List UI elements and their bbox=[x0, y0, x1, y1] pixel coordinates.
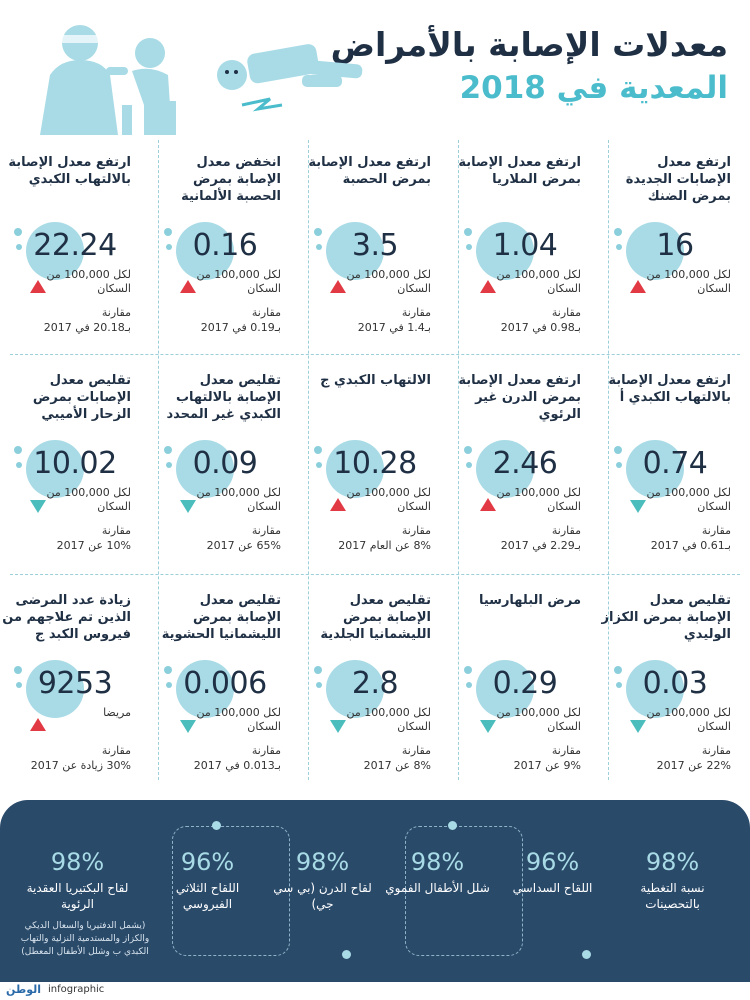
stat-title: الالتهاب الكبدي ج bbox=[320, 373, 431, 388]
trend-down-icon bbox=[630, 720, 646, 733]
comparison-detail: 9% عن 2017 bbox=[513, 759, 581, 772]
comparison-word: مقارنة bbox=[101, 306, 131, 319]
comparison-detail: بـ2.29 في 2017 bbox=[500, 539, 581, 552]
comparison-word: مقارنة bbox=[101, 524, 131, 537]
comparison-detail: 10% عن 2017 bbox=[56, 539, 131, 552]
grid-divider bbox=[10, 354, 740, 355]
vaccination-coverage-band bbox=[0, 800, 750, 982]
vaccine-item bbox=[265, 800, 380, 982]
stat-unit: لكل 100,000 من السكان bbox=[196, 486, 281, 513]
vaccine-note: (يشمل الدفتيريا والسعال الديكي والكزاز والمستدمية النزلية والتهاب الكبدي ب وشلل الأطفال المعطل) bbox=[20, 921, 150, 957]
stat-comparison bbox=[311, 305, 431, 335]
trend-down-icon bbox=[30, 500, 46, 513]
stat-value: 22.24 bbox=[33, 228, 117, 263]
stat-value: 0.03 bbox=[642, 666, 708, 701]
stat-value: 16 bbox=[656, 228, 694, 263]
comparison-detail: 8% عن العام 2017 bbox=[338, 539, 431, 552]
trend-up-icon bbox=[330, 498, 346, 511]
comparison-word: مقارنة bbox=[251, 524, 281, 537]
vaccine-label: لقاح البكتيريا العقدية الرئوية bbox=[26, 881, 129, 911]
stat-card bbox=[600, 358, 745, 568]
trend-up-icon bbox=[630, 280, 646, 293]
comparison-detail: 65% عن 2017 bbox=[206, 539, 281, 552]
comparison-detail: 22% عن 2017 bbox=[656, 759, 731, 772]
vaccine-label: نسبة التغطية بالتحصينات bbox=[640, 881, 705, 911]
stat-value: 2.8 bbox=[351, 666, 399, 701]
comparison-detail: بـ0.98 في 2017 bbox=[500, 321, 581, 334]
comparison-detail: بـ1.4 في 2017 bbox=[357, 321, 431, 334]
stat-card bbox=[450, 358, 595, 568]
vaccine-item bbox=[380, 800, 495, 982]
brand-logo: الوطن bbox=[6, 983, 42, 996]
stat-comparison bbox=[161, 743, 281, 773]
stat-unit: لكل 100,000 من السكان bbox=[496, 486, 581, 513]
stat-title: زيادة عدد المرضى الذين تم علاجهم من فيروس الكبد ج bbox=[2, 593, 131, 642]
stat-unit: لكل 100,000 من السكان bbox=[346, 268, 431, 295]
stat-title: ارتفع معدل الإصابة بالالتهاب الكبدي bbox=[8, 155, 131, 187]
comparison-detail: بـ0.61 في 2017 bbox=[650, 539, 731, 552]
stat-comparison bbox=[311, 523, 431, 553]
stat-title: ارتفع معدل الإصابة بمرض الحصبة bbox=[308, 155, 431, 187]
comparison-detail: بـ20.18 في 2017 bbox=[43, 321, 131, 334]
vaccine-item bbox=[20, 800, 150, 982]
comparison-word: مقارنة bbox=[101, 744, 131, 757]
stat-value: 3.5 bbox=[351, 228, 399, 263]
stat-unit: لكل 100,000 من السكان bbox=[646, 268, 731, 295]
trend-up-icon bbox=[30, 280, 46, 293]
vaccine-percent: 98% bbox=[50, 848, 105, 876]
doctor-figure bbox=[40, 25, 128, 135]
stat-comparison bbox=[461, 523, 581, 553]
trend-up-icon bbox=[330, 280, 346, 293]
comparison-word: مقارنة bbox=[701, 744, 731, 757]
stat-title: ارتفع معدل الإصابة بمرض الدرن غير الرئوي bbox=[458, 373, 581, 422]
stat-value: 0.74 bbox=[642, 446, 708, 481]
stat-value: 0.09 bbox=[192, 446, 258, 481]
comparison-word: مقارنة bbox=[551, 744, 581, 757]
stat-title: تقليص معدل الإصابة بالالتهاب الكبدي غير المحدد bbox=[166, 373, 281, 422]
stat-value: 0.29 bbox=[492, 666, 558, 701]
stat-card bbox=[150, 578, 295, 788]
trend-down-icon bbox=[330, 720, 346, 733]
header bbox=[0, 0, 750, 140]
stat-comparison bbox=[161, 523, 281, 553]
stat-card bbox=[600, 140, 745, 350]
trend-up-icon bbox=[180, 280, 196, 293]
stats-grid bbox=[0, 140, 750, 780]
stat-unit: لكل 100,000 من السكان bbox=[346, 486, 431, 513]
stat-comparison bbox=[161, 305, 281, 335]
trend-down-icon bbox=[180, 500, 196, 513]
stat-title: تقليص معدل الإصابة بمرض الليشمانيا الجلدية bbox=[320, 593, 431, 642]
comparison-detail: بـ0.013 في 2017 bbox=[193, 759, 281, 772]
footer-tag: infographic bbox=[48, 984, 105, 995]
stat-title: تقليص معدل الإصابات بمرض الزحار الأميبي bbox=[32, 373, 131, 422]
comparison-word: مقارنة bbox=[251, 306, 281, 319]
vaccine-item bbox=[615, 800, 730, 982]
stat-card bbox=[150, 358, 295, 568]
stat-unit: لكل 100,000 من السكان bbox=[646, 486, 731, 513]
stat-comparison bbox=[11, 305, 131, 335]
stat-value: 10.02 bbox=[33, 446, 117, 481]
comparison-word: مقارنة bbox=[401, 306, 431, 319]
stat-title: ارتفع معدل الإصابة بالالتهاب الكبدي أ bbox=[608, 373, 731, 405]
stat-unit: لكل 100,000 من السكان bbox=[196, 268, 281, 295]
comparison-word: مقارنة bbox=[701, 524, 731, 537]
stat-comparison bbox=[11, 743, 131, 773]
stat-card bbox=[300, 358, 445, 568]
stat-comparison bbox=[11, 523, 131, 553]
stat-value: 0.006 bbox=[183, 666, 267, 701]
stat-comparison bbox=[461, 305, 581, 335]
grid-divider bbox=[10, 574, 740, 575]
vaccine-percent: 98% bbox=[410, 848, 465, 876]
page-subtitle: المعدية في 2018 bbox=[459, 70, 728, 106]
comparison-word: مقارنة bbox=[401, 744, 431, 757]
stat-value: 2.46 bbox=[492, 446, 558, 481]
stat-card bbox=[300, 578, 445, 788]
stat-unit: لكل 100,000 من السكان bbox=[346, 706, 431, 733]
comparison-detail: 30% زيادة عن 2017 bbox=[30, 759, 131, 772]
comparison-word: مقارنة bbox=[551, 524, 581, 537]
lying-person-figure bbox=[217, 43, 363, 109]
stat-unit: لكل 100,000 من السكان bbox=[496, 268, 581, 295]
stat-value: 9253 bbox=[37, 666, 113, 701]
stat-title: ارتفع معدل الإصابة بمرض الملاريا bbox=[458, 155, 581, 187]
stat-comparison bbox=[461, 743, 581, 773]
stat-unit: لكل 100,000 من السكان bbox=[196, 706, 281, 733]
stat-title: تقليص معدل الإصابة بمرض الليشمانيا الحشوية bbox=[161, 593, 281, 642]
trend-down-icon bbox=[480, 720, 496, 733]
vaccine-label: شلل الأطفال الفموي bbox=[385, 881, 490, 895]
comparison-word: مقارنة bbox=[551, 306, 581, 319]
medical-scene-illustration bbox=[10, 5, 370, 135]
stat-value: 0.16 bbox=[192, 228, 258, 263]
page-title: معدلات الإصابة بالأمراض bbox=[330, 25, 728, 64]
trend-up-icon bbox=[480, 280, 496, 293]
stat-title: مرض البلهارسيا bbox=[478, 593, 581, 608]
comparison-detail: 8% عن 2017 bbox=[363, 759, 431, 772]
trend-down-icon bbox=[180, 720, 196, 733]
stat-card bbox=[450, 140, 595, 350]
stat-title: ارتفع معدل الإصابات الجديدة بمرض الضنك bbox=[625, 155, 731, 204]
stat-card bbox=[450, 578, 595, 788]
stat-unit: لكل 100,000 من السكان bbox=[46, 486, 131, 513]
stat-unit: لكل 100,000 من السكان bbox=[46, 268, 131, 295]
stat-card bbox=[0, 578, 145, 788]
stat-unit: مريضا bbox=[103, 706, 131, 719]
comparison-word: مقارنة bbox=[401, 524, 431, 537]
stat-card bbox=[150, 140, 295, 350]
stat-comparison bbox=[311, 743, 431, 773]
stat-value: 10.28 bbox=[333, 446, 417, 481]
vaccine-item bbox=[495, 800, 610, 982]
vaccine-percent: 96% bbox=[525, 848, 580, 876]
stat-title: انخفض معدل الإصابة بمرض الحصبة الألمانية bbox=[181, 155, 281, 204]
stat-comparison bbox=[611, 523, 731, 553]
comparison-word: مقارنة bbox=[251, 744, 281, 757]
vaccine-label: اللقاح السداسي bbox=[512, 881, 593, 895]
trend-down-icon bbox=[630, 500, 646, 513]
comparison-detail: بـ0.19 في 2017 bbox=[200, 321, 281, 334]
stat-card bbox=[600, 578, 745, 788]
vaccine-item bbox=[150, 800, 265, 982]
stat-value: 1.04 bbox=[492, 228, 558, 263]
patient-figure bbox=[122, 38, 176, 135]
vaccine-label: اللقاح الثلاثي الفيروسي bbox=[175, 881, 240, 911]
stat-title: تقليص معدل الإصابة بمرض الكزاز الوليدي bbox=[601, 593, 731, 642]
stat-unit: لكل 100,000 من السكان bbox=[496, 706, 581, 733]
footer bbox=[0, 982, 750, 1000]
vaccine-label: لقاح الدرن (بي سي جي) bbox=[273, 881, 372, 911]
stat-comparison bbox=[611, 743, 731, 773]
vaccine-percent: 98% bbox=[645, 848, 700, 876]
trend-up-icon bbox=[480, 498, 496, 511]
stat-card bbox=[0, 358, 145, 568]
stat-card bbox=[0, 140, 145, 350]
stat-unit: لكل 100,000 من السكان bbox=[646, 706, 731, 733]
stat-card bbox=[300, 140, 445, 350]
trend-up-icon bbox=[30, 718, 46, 731]
vaccine-percent: 96% bbox=[180, 848, 235, 876]
vaccine-percent: 98% bbox=[295, 848, 350, 876]
